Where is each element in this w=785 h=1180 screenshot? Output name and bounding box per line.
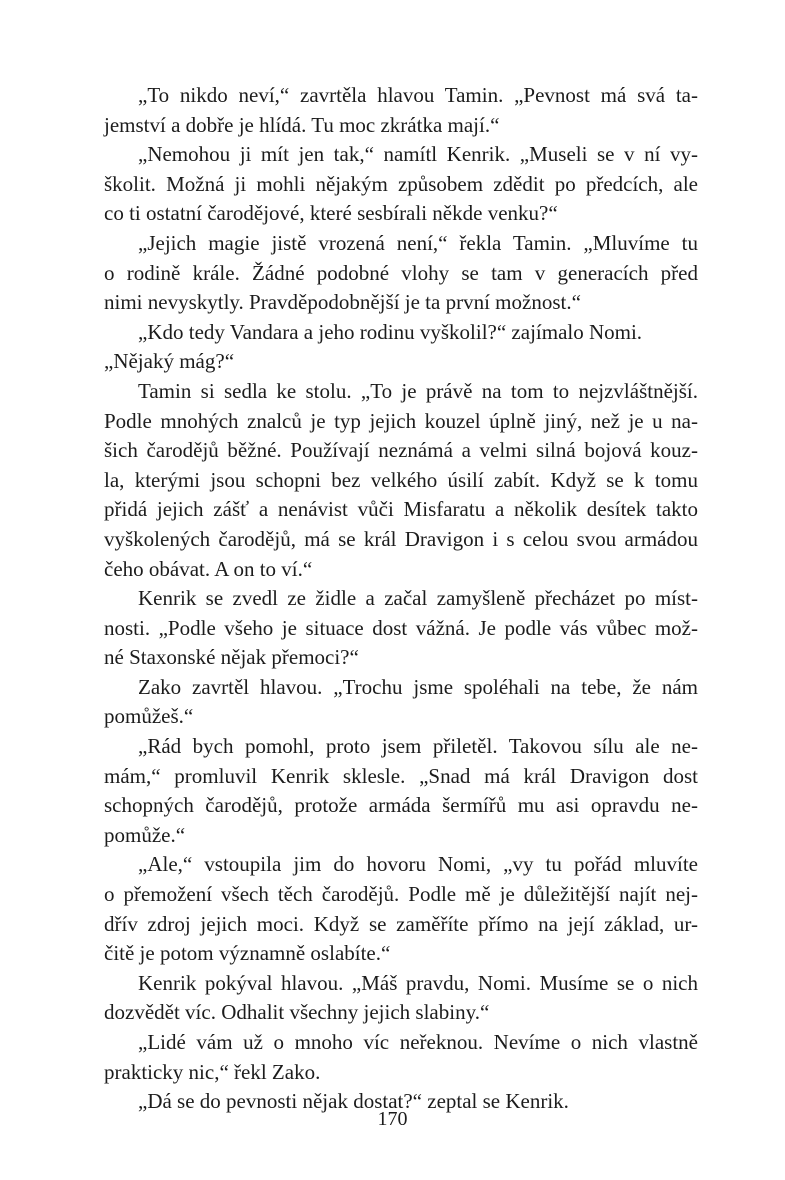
text-line: „Jejich magie jistě vrozená není,“ řekla Tamin. „Mluvíme tu: [138, 230, 698, 255]
text-line: nosti. „Podle všeho je situace dost vážná. Je podle vás vůbec mož-: [104, 615, 698, 640]
text-line: „To nikdo neví,“ zavrtěla hlavou Tamin. „Pevnost má svá ta-: [138, 83, 698, 107]
text-line: vyškolených čarodějů, má se král Dravigon i s celou svou armádou: [104, 526, 698, 551]
text-line: Zako zavrtěl hlavou. „Trochu jsme spoléhali na tebe, že nám: [138, 674, 698, 699]
text-line: pomůžeš.“: [104, 704, 194, 729]
body-text: [104, 81, 698, 1117]
text-line: la, kterými jsou schopni bez velkého úsilí zabít. Když se k tomu: [104, 467, 698, 492]
text-line: „Nemohou ji mít jen tak,“ namítl Kenrik. „Museli se v ní vy-: [138, 142, 698, 167]
text-line: Podle mnohých znalců je typ jejich kouzel úplně jiný, než je u na-: [104, 408, 698, 433]
text-line: nimi nevyskytly. Pravděpodobnější je ta první možnost.“: [104, 290, 581, 315]
text-line: „Dá se do pevnosti nějak dostat?“ zeptal se Kenrik.: [138, 1089, 569, 1114]
text-line: né Staxonské nějak přemoci?“: [104, 645, 359, 670]
text-line: pomůže.“: [104, 822, 186, 847]
text-line: „Nějaký mág?“: [104, 349, 235, 374]
text-line: jemství a dobře je hlídá. Tu moc zkrátka mají.“: [104, 112, 500, 137]
text-line: čeho obávat. A on to ví.“: [104, 556, 313, 581]
text-line: „Kdo tedy Vandara a jeho rodinu vyškolil?“ zajímalo Nomi.: [138, 319, 643, 344]
text-line: „Ale,“ vstoupila jim do hovoru Nomi, „vy tu pořád mluvíte: [138, 852, 698, 877]
text-line: dozvědět víc. Odhalit všechny jejich slabiny.“: [104, 1000, 490, 1025]
text-line: prakticky nic,“ řekl Zako.: [104, 1059, 321, 1084]
text-line: Tamin si sedla ke stolu. „To je právě na tom to nejzvláštnější.: [138, 378, 698, 403]
text-line: přidá jejich zášť a nenávist vůči Misfaratu a několik desítek takto: [104, 497, 698, 522]
text-line: co ti ostatní čarodějové, které sesbírali někde venku?“: [104, 201, 558, 226]
text-line: o přemožení všech těch čarodějů. Podle mě je důležitější najít nej-: [104, 882, 698, 907]
text-line: mám,“ promluvil Kenrik sklesle. „Snad má král Dravigon dost: [104, 763, 698, 788]
text-line: čitě je potom významně oslabíte.“: [104, 941, 391, 966]
text-line: šich čarodějů běžné. Používají neznámá a velmi silná bojová kouz-: [104, 438, 698, 463]
text-line: Kenrik pokýval hlavou. „Máš pravdu, Nomi. Musíme se o nich: [138, 970, 698, 995]
text-line: schopných čarodějů, protože armáda šermířů mu asi opravdu ne-: [104, 793, 698, 818]
text-line: Kenrik se zvedl ze židle a začal zamyšleně přecházet po míst-: [138, 586, 698, 611]
text-line: „Rád bych pomohl, proto jsem přiletěl. Takovou sílu ale ne-: [138, 734, 698, 759]
text-line: „Lidé vám už o mnoho víc neřeknou. Nevíme o nich vlastně: [138, 1030, 698, 1054]
text-line: školit. Možná ji mohli nějakým způsobem zdědit po předcích, ale: [104, 171, 698, 196]
text-line: dřív zdroj jejich moci. Když se zaměříte přímo na její základ, ur-: [104, 911, 698, 936]
page-number: 170: [377, 1108, 408, 1130]
text-line: o rodině krále. Žádné podobné vlohy se tam v generacích před: [104, 260, 698, 285]
